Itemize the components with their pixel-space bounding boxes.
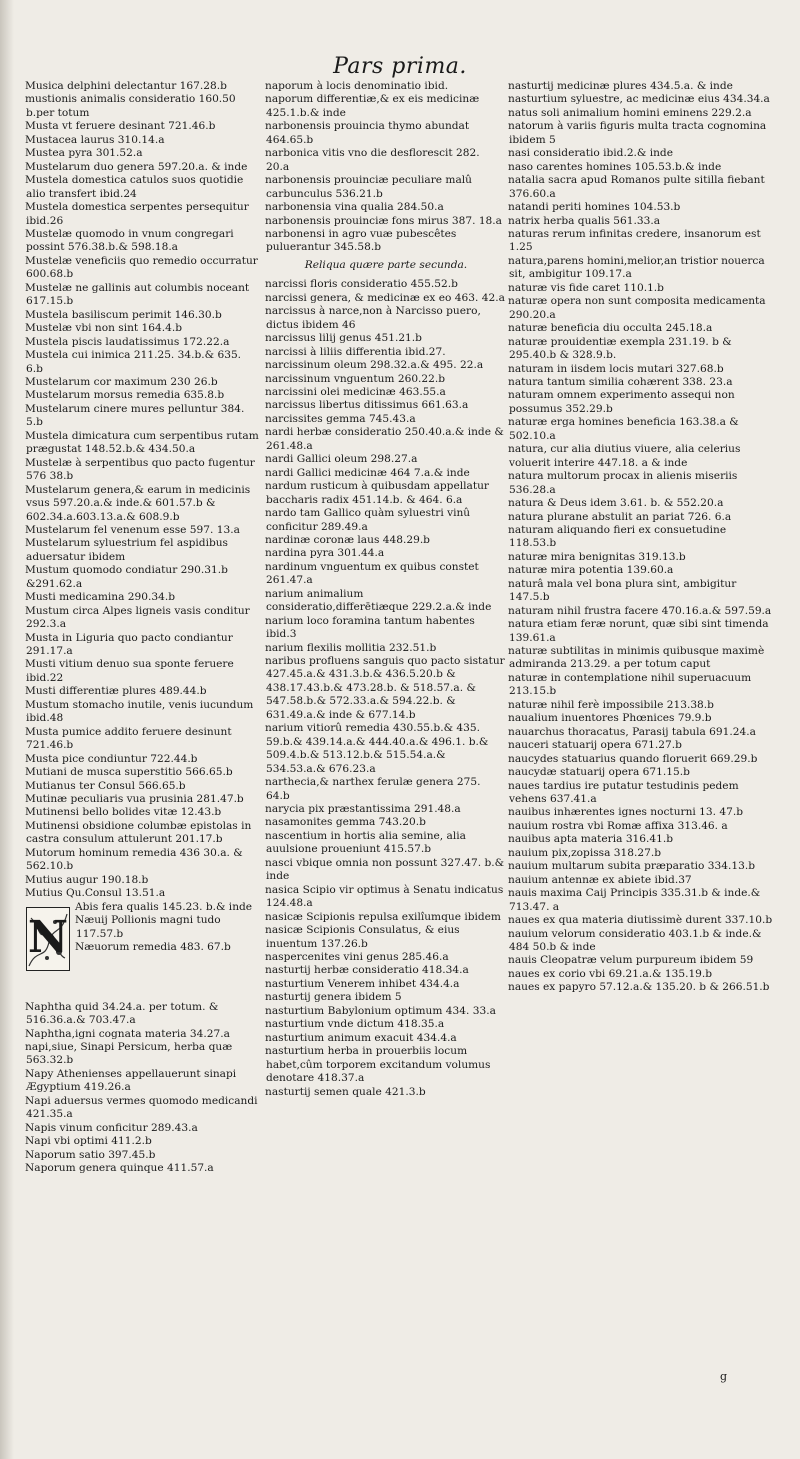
- index-entry: Mustacea laurus 310.14.a: [25, 133, 165, 146]
- page-header: Pars prima.: [333, 54, 467, 79]
- initial-letter: N: [27, 911, 69, 963]
- index-entry: Musica delphini delectantur 167.28.b: [25, 80, 227, 92]
- index-entry: narium vitiorû remedia 430.55.b.& 435. 59.b.& 439.14.a.& 444.40.a.& 496.1. b.& 509.4.b.& 513.12.b.& 515.54.a.& 534.53.a.& 676.23.a: [265, 722, 489, 775]
- index-entry: naues ex qua materia diutissimè durent 337.10.b: [508, 914, 773, 927]
- index-entry: natura,parens homini,melior,an tristior nouerca sit, ambigitur 109.17.a: [508, 254, 765, 281]
- index-entry: nardinum vnguentum ex quibus constet 261.47.a: [265, 560, 479, 587]
- index-entry: natura plurane abstulit an pariat 726. 6.a: [508, 510, 732, 523]
- index-entry: naues ex corio vbi 69.21.a.& 135.19.b: [508, 967, 713, 980]
- index-entry: naspercenites vini genus 285.46.a: [265, 951, 449, 963]
- index-entry: nasicæ Scipionis Consulatus, & eius inuentum 137.26.b: [265, 924, 460, 950]
- index-entry: naturam omnem experimento assequi non possumus 352.29.b: [508, 389, 735, 415]
- index-entry: Mustelarum fel venenum esse 597. 13.a: [25, 523, 240, 536]
- index-entry: nauceri statuarij opera 671.27.b: [508, 739, 682, 752]
- index-entry: nardo tam Gallico quàm syluestri vinû conficitur 289.49.a: [265, 507, 471, 533]
- index-entry: nascentium in hortis alia semine, alia auulsione proueniunt 415.57.b: [265, 829, 466, 856]
- index-entry: Mutorum hominum remedia 436 30.a. & 562.10.b: [25, 846, 243, 873]
- index-column-3: [509, 80, 773, 995]
- index-entry: nardinæ coronæ laus 448.29.b: [265, 533, 430, 546]
- index-entry: Musti medicamina 290.34.b: [25, 591, 176, 604]
- index-entry: naturæ opera non sunt composita medicamenta 290.20.a: [508, 295, 766, 321]
- index-entry: nauium multarum subita præparatio 334.13.b: [508, 860, 755, 873]
- index-entry: Napis vinum conficitur 289.43.a: [25, 1121, 198, 1134]
- index-entry: Naphtha quid 34.24.a. per totum. & 516.36.a.& 703.47.a: [25, 1000, 219, 1027]
- index-entry: naucydæ statuarij opera 671.15.b: [508, 766, 690, 779]
- index-entry: naturæ nihil ferè impossibile 213.38.b: [508, 698, 714, 711]
- index-entry: nasturtium animum exacuit 434.4.a: [265, 1031, 457, 1044]
- index-entry: nasturtij semen quale 421.3.b: [265, 1085, 426, 1098]
- index-entry: narium flexilis mollitia 232.51.b: [265, 641, 437, 654]
- index-entry: nasturtium vnde dictum 418.35.a: [265, 1018, 445, 1031]
- index-entry: Mustelæ à serpentibus quo pacto fugentur 576 38.b: [25, 456, 255, 483]
- index-entry: natus soli animalium homini eminens 229.2.a: [508, 106, 752, 119]
- column-3-entries: [509, 80, 773, 995]
- index-entry: naso carentes homines 105.53.b.& inde: [508, 160, 722, 173]
- index-entry: narium loco foramina tantum habentes ibid.3: [265, 614, 475, 641]
- index-entry: Musti vitium denuo sua sponte feruere ibid.22: [25, 658, 234, 684]
- index-entry: Abis fera qualis 145.23. b.& inde: [75, 900, 253, 913]
- index-entry: Mustum quomodo condiatur 290.31.b &291.62.a: [25, 564, 228, 590]
- index-entry: nasturtij herbæ consideratio 418.34.a: [265, 964, 469, 977]
- index-entry: nasi consideratio ibid.2.& inde: [508, 147, 673, 160]
- index-entry: nauium rostra vbi Romæ affixa 313.46. a: [508, 819, 728, 832]
- index-entry: Mustelarum duo genera 597.20.a. & inde: [25, 160, 248, 173]
- index-entry: narbonensia vina qualia 284.50.a: [265, 201, 444, 214]
- index-entry: Mustelarum cor maximum 230 26.b: [25, 375, 218, 388]
- index-entry: Musta in Liguria quo pacto condiantur 291.17.a: [25, 631, 233, 658]
- index-entry: narbonensis prouinciæ peculiare malû carbunculus 536.21.b: [265, 174, 472, 200]
- index-entry: nauis maxima Caij Principis 335.31.b & inde.& 713.47. a: [508, 887, 761, 913]
- index-entry: natura tantum similia cohærent 338. 23.a: [508, 375, 733, 388]
- decorated-initial-N: [26, 907, 70, 971]
- index-entry: naualium inuentores Phœnices 79.9.b: [508, 712, 712, 725]
- index-entry: Napi aduersus vermes quomodo medicandi 421.35.a: [25, 1094, 258, 1121]
- index-entry: narcissus lilij genus 451.21.b: [265, 332, 422, 345]
- index-entry: nauarchus thoracatus, Parasij tabula 691.24.a: [508, 725, 756, 738]
- index-entry: narbonensis prouincia thymo abundat 464.65.b: [265, 120, 470, 146]
- index-entry: Mustela domestica serpentes persequitur ibid.26: [25, 201, 249, 227]
- column-2-entries: [266, 80, 506, 255]
- index-entry: naporum differentiæ,& ex eis medicinæ 425.1.b.& inde: [265, 93, 480, 119]
- index-column-2: [266, 80, 506, 1099]
- column-1-entries-after: [26, 1001, 260, 1176]
- index-entry: naturæ mira potentia 139.60.a: [508, 564, 674, 577]
- index-entry: nasturtij medicinæ plures 434.5.a. & inde: [508, 80, 733, 92]
- index-entry: Mustelæ veneficiis quo remedio occurratur 600.68.b: [25, 254, 258, 281]
- index-entry: narcissus libertus ditissimus 661.63.a: [265, 399, 469, 412]
- index-entry: Naporum satio 397.45.b: [25, 1148, 156, 1161]
- index-entry: Musta pumice addito feruere desinunt 721.46.b: [25, 725, 232, 752]
- index-entry: narbonensis prouinciæ fons mirus 387. 18.a: [265, 214, 502, 227]
- index-entry: napi,siue, Sinapi Persicum, herba quæ 563.32.b: [25, 1041, 233, 1067]
- index-entry: naturæ vis fide caret 110.1.b: [508, 281, 664, 294]
- index-entry: Naphtha,igni cognata materia 34.27.a: [25, 1027, 230, 1040]
- index-entry: naues tardius ire putatur testudinis pedem vehens 637.41.a: [508, 779, 739, 806]
- index-entry: naues ex papyro 57.12.a.& 135.20. b & 266.51.b: [508, 981, 770, 994]
- index-entry: mustionis animalis consideratio 160.50 b.per totum: [25, 93, 236, 119]
- index-entry: Mustum stomacho inutile, venis iucundum ibid.48: [25, 698, 254, 725]
- index-entry: narcissi floris consideratio 455.52.b: [265, 278, 458, 291]
- index-entry: naucydes statuarius quando floruerit 669.29.b: [508, 752, 758, 765]
- index-entry: Musta vt feruere desinant 721.46.b: [25, 120, 216, 133]
- index-entry: nauibus apta materia 316.41.b: [508, 833, 674, 846]
- index-entry: Mutinensi bello bolides vitæ 12.43.b: [25, 806, 222, 819]
- index-entry: nardum rusticum à quibusdam appellatur baccharis radix 451.14.b. & 464. 6.a: [265, 480, 489, 506]
- index-entry: Mutinæ peculiaris vua prusinia 281.47.b: [25, 793, 244, 806]
- index-entry: natrix herba qualis 561.33.a: [508, 214, 661, 227]
- index-entry: Mustelarum genera,& earum in medicinis vsus 597.20.a.& inde.& 601.57.b & 602.34.a.603.13.a.& 608.9.b: [25, 483, 251, 523]
- index-entry: naturæ erga homines beneficia 163.38.a & 502.10.a: [508, 416, 739, 442]
- index-entry: naturam nihil frustra facere 470.16.a.& 597.59.a: [508, 604, 772, 617]
- index-entry: narthecia,& narthex ferulæ genera 275. 64.b: [265, 776, 481, 802]
- index-entry: Mustelarum cinere mures pelluntur 384. 5.b: [25, 402, 245, 429]
- index-entry: Næuij Pollionis magni tudo 117.57.b: [75, 914, 221, 940]
- index-entry: naporum à locis denominatio ibid.: [265, 80, 449, 92]
- index-entry: naturæ mira benignitas 319.13.b: [508, 550, 686, 563]
- index-entry: Mutiani de musca superstitio 566.65.b: [25, 766, 233, 779]
- index-entry: Mustela piscis laudatissimus 172.22.a: [25, 335, 230, 348]
- index-entry: Mutius augur 190.18.b: [25, 873, 149, 886]
- signature-mark: g: [720, 1370, 728, 1383]
- index-entry: narycia pix præstantissima 291.48.a: [265, 803, 461, 816]
- index-entry: narcissites gemma 745.43.a: [265, 412, 416, 425]
- index-entry: narcissinum oleum 298.32.a.& 495. 22.a: [265, 359, 484, 372]
- index-entry: Mustela domestica catulos suos quotidie alio transfert ibid.24: [25, 174, 244, 200]
- index-entry: Mustum circa Alpes ligneis vasis conditur 292.3.a: [25, 604, 250, 631]
- index-entry: naribus profluens sanguis quo pacto sistatur 427.45.a.& 431.3.b.& 436.5.20.b & 438.17.43.b.& 473.28.b. & 518.57.a. & 547.58.b.& 572.33.a.& 594.22.b. & 631.49.a.& inde & 677.14.b: [265, 655, 505, 721]
- index-entry: naturæ beneficia diu occulta 245.18.a: [508, 322, 713, 335]
- index-entry: nauium pix,zopissa 318.27.b: [508, 846, 661, 859]
- index-entry: natura etiam feræ norunt, quæ sibi sint timenda 139.61.a: [508, 618, 769, 644]
- index-entry: nasicæ Scipionis repulsa exilîumque ibidem: [265, 910, 501, 923]
- index-entry: nasturtium Venerem inhibet 434.4.a: [265, 977, 460, 990]
- index-entry: Naporum genera quinque 411.57.a: [25, 1162, 214, 1175]
- index-entry: Mustelæ vbi non sint 164.4.b: [25, 322, 183, 335]
- index-entry: natura & Deus idem 3.61. b. & 552.20.a: [508, 497, 724, 510]
- index-entry: Mutius Qu.Consul 13.51.a: [25, 887, 166, 900]
- index-entry: Napy Athenienses appellauerunt sinapi Ægyptium 419.26.a: [25, 1067, 237, 1094]
- index-entry: Mustela basiliscum perimit 146.30.b: [25, 308, 222, 321]
- index-entry: naturæ prouidentiæ exempla 231.19. b & 295.40.b & 328.9.b.: [508, 335, 732, 362]
- index-entry: nasica Scipio vir optimus à Senatu indicatus 124.48.a: [265, 883, 504, 910]
- index-entry: narbonica vitis vno die desflorescit 282. 20.a: [265, 147, 480, 173]
- index-entry: Mutinensi obsidione columbæ epistolas in castra consulum attulerunt 201.17.b: [25, 819, 252, 846]
- index-entry: nauium antennæ ex abiete ibid.37: [508, 873, 692, 886]
- index-entry: nasturtium syluestre, ac medicinæ eius 434.34.a: [508, 93, 770, 106]
- index-entry: natalia sacra apud Romanos pulte sitilla fiebant 376.60.a: [508, 174, 765, 200]
- index-entry: Musti differentiæ plures 489.44.b: [25, 685, 207, 698]
- index-entry: Mustelæ quomodo in vnum congregari possint 576.38.b.& 598.18.a: [25, 227, 234, 254]
- index-entry: nauium velorum consideratio 403.1.b & inde.& 484 50.b & inde: [508, 927, 762, 953]
- index-entry: naturam aliquando fieri ex consuetudine 118.53.b: [508, 523, 727, 550]
- initial-block: [26, 901, 260, 1001]
- index-entry: narcissinum vnguentum 260.22.b: [265, 372, 446, 385]
- index-entry: naturam in iisdem locis mutari 327.68.b: [508, 362, 724, 375]
- index-entry: naturâ mala vel bona plura sint, ambigitur 147.5.b: [508, 577, 737, 604]
- column-1-entries: [26, 80, 260, 901]
- index-entry: narcissini olei medicinæ 463.55.a: [265, 385, 446, 398]
- index-entry: nauibus inhærentes ignes nocturni 13. 47.b: [508, 806, 744, 819]
- index-entry: nasturtium herba in prouerbiis locum habet,cûm torporem excitandum volumus denotare 418.37.a: [265, 1045, 491, 1085]
- index-entry: narcissus à narce,non à Narcisso puero, dictus ibidem 46: [265, 305, 481, 331]
- index-entry: nardi herbæ consideratio 250.40.a.& inde & 261.48.a: [265, 426, 504, 452]
- index-entry: Mustela cui inimica 211.25. 34.b.& 635. 6.b: [25, 349, 242, 375]
- index-entry: natandi periti homines 104.53.b: [508, 201, 681, 214]
- index-entry: nasamonites gemma 743.20.b: [265, 816, 426, 829]
- index-entry: natura, cur alia diutius viuere, alia celerius voluerit interire 447.18. a & inde: [508, 443, 741, 469]
- index-entry: nardi Gallici medicinæ 464 7.a.& inde: [265, 466, 470, 479]
- index-entry: narcissi à liliis differentia ibid.27.: [265, 345, 446, 358]
- index-entry: Mustela dimicatura cum serpentibus rutam prægustat 148.52.b.& 434.50.a: [25, 429, 259, 456]
- index-entry: nauis Cleopatræ velum purpureum ibidem 59: [508, 954, 754, 967]
- index-entry: nasturtium Babylonium optimum 434. 33.a: [265, 1004, 496, 1017]
- index-entry: Mustelarum syluestrium fel aspidibus aduersatur ibidem: [25, 537, 228, 563]
- index-entry: Mustelarum morsus remedia 635.8.b: [25, 389, 225, 402]
- index-entry: Musta pice condiuntur 722.44.b: [25, 752, 198, 765]
- index-entry: naturas rerum infinitas credere, insanorum est 1.25: [508, 227, 761, 254]
- page-edge-shadow: [0, 0, 14, 1459]
- section-note: Reliqua quære parte secunda.: [304, 258, 468, 271]
- index-entry: Napi vbi optimi 411.2.b: [25, 1135, 152, 1148]
- index-entry: Næuorum remedia 483. 67.b: [75, 941, 231, 953]
- index-entry: nardina pyra 301.44.a: [265, 547, 385, 560]
- index-entry: nardi Gallici oleum 298.27.a: [265, 453, 418, 466]
- index-entry: Mustelæ ne gallinis aut columbis noceant 617.15.b: [25, 281, 250, 308]
- index-entry: naturæ in contemplatione nihil superuacuum 213.15.b: [508, 671, 752, 698]
- index-entry: natorum à variis figuris multa tracta cognomina ibidem 5: [508, 120, 767, 146]
- index-entry: Mutianus ter Consul 566.65.b: [25, 779, 186, 792]
- index-entry: naturæ subtilitas in minimis quibusque maximè admiranda 213.29. a per totum caput: [508, 645, 765, 671]
- index-column-1: [26, 80, 260, 1176]
- index-entry: Mustea pyra 301.52.a: [25, 147, 143, 160]
- index-entry: narbonensi in agro vuæ pubescêtes puluerantur 345.58.b: [265, 227, 457, 254]
- index-entry: narcissi genera, & medicinæ ex eo 463. 42.a: [265, 291, 505, 304]
- index-entry: narium animalium consideratio,differētiæque 229.2.a.& inde: [265, 587, 492, 614]
- index-entry: natura multorum procax in alienis miseriis 536.28.a: [508, 470, 738, 496]
- column-2-entries-after: [266, 278, 506, 1099]
- index-entry: nasci vbique omnia non possunt 327.47. b.& inde: [265, 856, 505, 883]
- index-entry: nasturtij genera ibidem 5: [265, 991, 402, 1004]
